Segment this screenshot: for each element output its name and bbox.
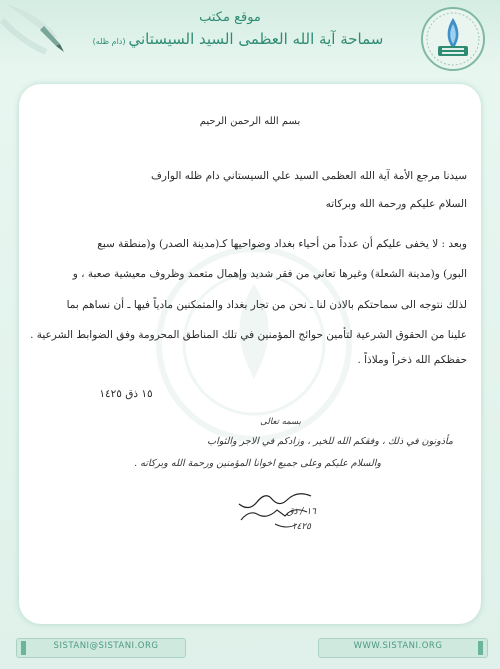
website-bar-handle — [478, 641, 483, 655]
letter-line-body: لذلك نتوجه الى سماحتكم بالاذن لنا ـ نحن من تجار بغداد والمتمكنين مادياً فيها ـ أن نساهم بما — [66, 299, 467, 311]
letter-line-closing: حفظكم الله ذخراً وملاذاً . — [357, 354, 467, 366]
email-link[interactable] — [16, 638, 186, 658]
email-bar-handle — [21, 641, 26, 655]
letter-line-body: وبعد : لا يخفى عليكم أن عدداً من أحياء بغداد وضواحيها كـ(مدينة الصدر) و(منطقة سبع — [97, 238, 467, 250]
website-link[interactable] — [318, 638, 488, 658]
letter-line-body: علينا من الحقوق الشرعية لتأمين حوائج المؤمنين في تلك المناطق المحرومة وفق الضوابط الشرعية . — [30, 329, 467, 341]
letter-card — [19, 84, 481, 624]
reply-basmala: بسمه تعالى — [260, 417, 301, 427]
letter-line-addressee: سيدنا مرجع الأمة آية الله العظمى السيد علي السيستاني دام ظله الوارف — [151, 170, 467, 182]
reply-date: ١٦ / ذق — [286, 507, 316, 517]
website-text: WWW.SISTANI.ORG — [353, 641, 443, 651]
footer — [0, 632, 500, 669]
reply-year: ١٤٢٥ — [291, 522, 311, 532]
site-title: موقع مكتب — [199, 10, 261, 25]
office-title-suffix: (دام ظله) — [92, 37, 126, 46]
reply-line: والسلام عليكم وعلى جميع اخوانا المؤمنين ورحمة الله وبركاته . — [134, 458, 381, 469]
letter-date: ١٥ ذق ١٤٢٥ — [99, 388, 153, 400]
reply-line: مأذونون في ذلك ، وفقكم الله للخير ، وزادكم في الاجر والثواب — [207, 436, 453, 447]
letter-line-greeting: السلام عليكم ورحمة الله وبركاته — [325, 198, 467, 210]
office-title-text: سماحة آية الله العظمى السيد السيستاني — [128, 30, 384, 48]
letter-basmala: بسم الله الرحمن الرحيم — [199, 116, 301, 127]
sistani-logo[interactable] — [420, 6, 486, 72]
header — [0, 0, 500, 78]
email-text: SISTANI@SISTANI.ORG — [53, 641, 159, 651]
office-title — [88, 30, 388, 48]
pen-icon — [0, 0, 70, 60]
letter-line-body: البور) و(مدينة الشعلة) وغيرها تعاني من فقر شديد وإهمال متعمد وظروف معيشية صعبة ، و — [72, 268, 467, 280]
